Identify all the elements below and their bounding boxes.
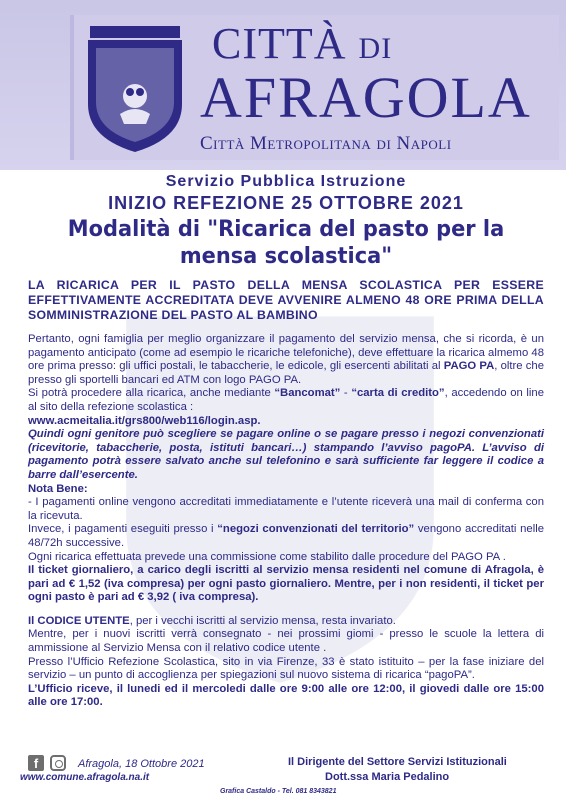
- paragraph-online: - I pagamenti online vengono accreditati immediatamente e l’utente riceverà una mail di conferma con la ricevuta.: [28, 496, 544, 522]
- paragraph-commissione: Ogni ricarica effettuata prevede una commissione come stabilito dalle procedure del PAGO PA .: [28, 550, 506, 563]
- footer-dirigente: Il Dirigente del Settore Servizi Istituzionali: [288, 756, 507, 768]
- footer-date: Afragola, 18 Ottobre 2021: [78, 758, 205, 770]
- nota-bene: Nota Bene:: [28, 482, 88, 495]
- paragraph-ufficio: Presso l’Ufficio Refezione Scolastica, sito in via Firenze, 33 è stato istituito – per la fase iniziare del servizio – un punto di accoglienza per spiegazioni sul nuovo sistema di ricarica “pagoPA”.: [28, 655, 544, 682]
- header-metro: Città Metropolitana di Napoli: [200, 133, 452, 154]
- paragraph-pertanto: Pertanto, ogni famiglia per meglio organizzare il pagamento del servizio mensa, che si ricorda, è un pagamento anticipato (come ad esempio le ricariche telefoniche), deve effettuare la ricarica almemo 48 ore prima presso: gli uffici postali, le tabaccherie, le edicole, gli esercenti abilitati al PAGO PA, oltre che presso gli sportelli bancari ed ATM con logo PAGO PA.: [28, 333, 545, 386]
- inizio-title: INIZIO REFEZIONE 25 OTTOBRE 2021: [108, 193, 464, 213]
- instagram-icon[interactable]: [50, 755, 66, 771]
- paragraph-negozi: Invece, i pagamenti eseguiti presso i “negozi convenzionati del territorio” vengono accreditati nelle 48/72h successive.: [28, 523, 545, 549]
- footer-dott: Dott.ssa Maria Pedalino: [325, 771, 450, 783]
- header-citta: CITTÀ DI: [212, 19, 393, 68]
- paragraph-ricarica: Si potrà procedere alla ricarica, anche mediante “Bancomat” - “carta di credito”, accedendo on line al sito della refezione scolastica :: [28, 387, 545, 413]
- header-afragola: AFRAGOLA: [200, 65, 532, 130]
- footer-website[interactable]: www.comune.afragola.na.it: [20, 772, 150, 783]
- paragraph-ticket: Il ticket giornaliero, a carico degli iscritti al servizio mensa residenti nel comune di Afragola, è pari ad € 1,52 (iva compresa) per ogni pasto giornaliero. Mentre, per i non residenti, il ticket per ogni pasto è pari ad € 3,92 ( iva compresa).: [28, 564, 544, 604]
- ricarica-intro: LA RICARICA PER IL PASTO DELLA MENSA SCOLASTICA PER ESSERE EFFETTIVAMENTE ACCREDITATA DEVE AVVENIRE ALMENO 48 ORE PRIMA DELLA SOMMINISTRAZIONE DEL PASTO AL BAMBINO: [28, 278, 544, 322]
- crest-icon: [80, 26, 190, 154]
- paragraph-quindi: Quindi ogni genitore può scegliere se pagare online o se pagare presso i negozi convenzionati (ricevitorie, tabaccherie, posta, istituti bancari…) stampando l’avviso pagoPA. L’avviso di pagamento potrà essere salvato anche sul telefonino e sarà sufficiente far leggere il codice a barre dall’esercente.: [28, 428, 544, 481]
- paragraph-nuovi: Mentre, per i nuovi iscritti verrà consegnato - nei prossimi giomi - presso le scuole la lettera di ammissione al Servizio Mensa con il relativo codice utente .: [28, 628, 544, 655]
- facebook-icon[interactable]: f: [28, 755, 44, 771]
- acme-link[interactable]: www.acmeitalia.it/grs800/web116/login.asp.: [28, 414, 261, 427]
- footer-grafica: Grafica Castaldo - Tel. 081 8343821: [220, 788, 337, 795]
- paragraph-orari: L’Ufficio riceve, il lunedi ed il mercoledi dalle ore 9:00 alle ore 12:00, il giovedi dalle ore 15:00 alle ore 17:00.: [28, 682, 544, 709]
- document-body: [28, 172, 544, 710]
- servizio-title: Servizio Pubblica Istruzione: [165, 173, 407, 190]
- paragraph-codice: Il CODICE UTENTE, per i vecchi iscritti al servizio mensa, resta invariato.: [28, 614, 396, 627]
- modalita-title: Modalità di "Ricarica del pasto per la mensa scolastica": [67, 216, 505, 269]
